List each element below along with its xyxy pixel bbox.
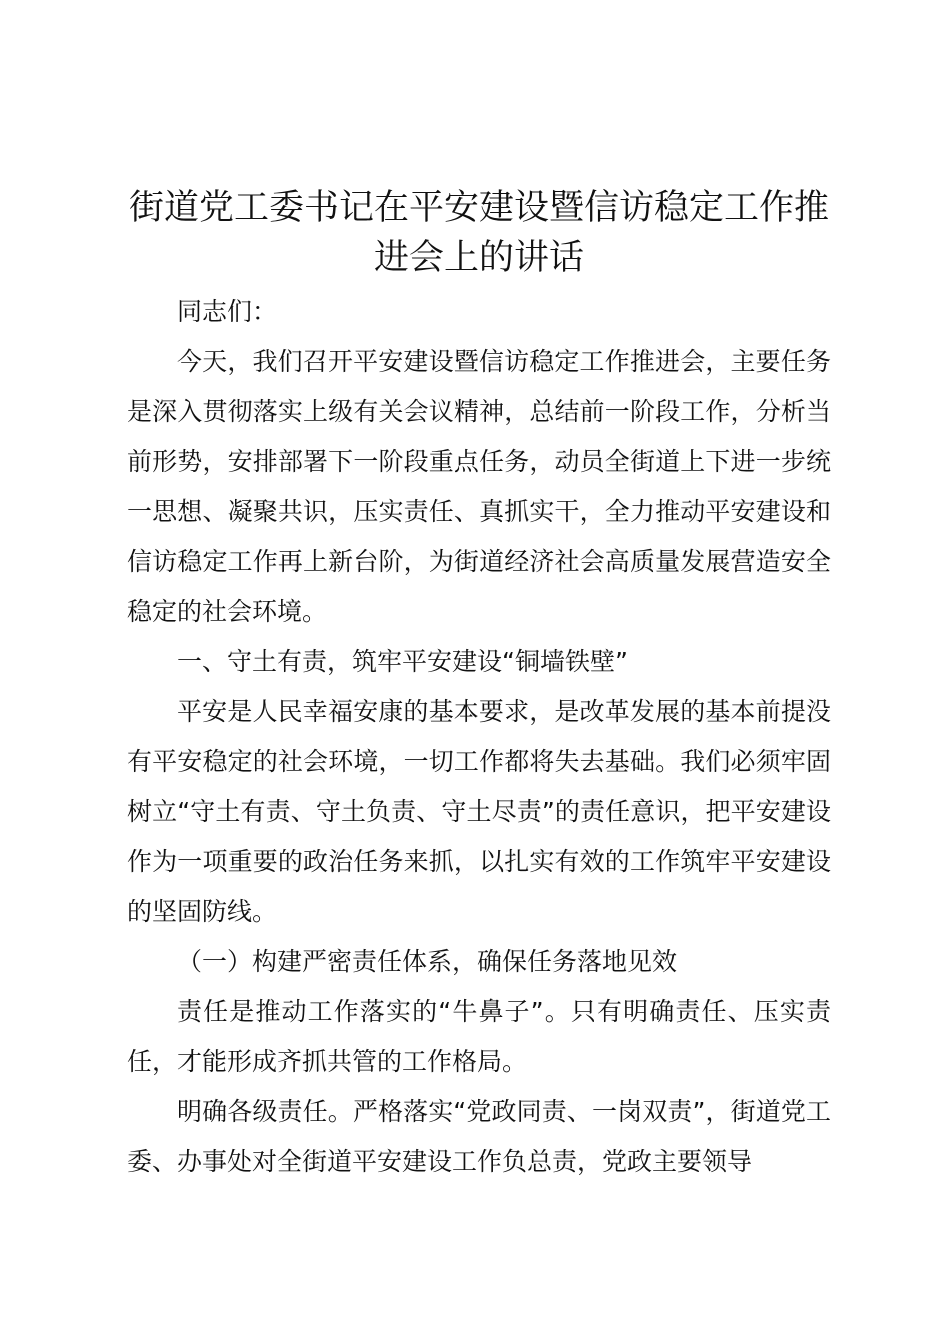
document-body [127, 183, 831, 1187]
paragraph-section-1: 平安是人民幸福安康的基本要求，是改革发展的基本前提没有平安稳定的社会环境，一切工作都将失去基础。我们必须牢固树立“守土有责、守土负责、守土尽责”的责任意识，把平安建设作为一项重要的政治任务来抓，以扎实有效的工作筑牢平安建设的坚固防线。 [127, 697, 831, 926]
section-heading-1: 一、守土有责，筑牢平安建设“铜墙铁壁” [177, 647, 628, 676]
document-title: 街道党工委书记在平安建设暨信访稳定工作推进会上的讲话 [128, 188, 829, 278]
paragraph-intro: 今天，我们召开平安建设暨信访稳定工作推进会，主要任务是深入贯彻落实上级有关会议精神，总结前一阶段工作，分析当前形势，安排部署下一阶段重点任务，动员全街道上下进一步统一思想、凝聚共识，压实责任、真抓实干，全力推动平安建设和信访稳定工作再上新台阶，为街道经济社会高质量发展营造安全稳定的社会环境。 [127, 347, 831, 626]
paragraph-clarify-duties: 明确各级责任。严格落实“党政同责、一岗双责”，街道党工委、办事处对全街道平安建设工作负总责，党政主要领导 [127, 1097, 831, 1176]
salutation: 同志们： [177, 297, 278, 326]
subsection-heading-1: （一）构建严密责任体系，确保任务落地见效 [177, 947, 678, 976]
paragraph-responsibility: 责任是推动工作落实的“牛鼻子”。只有明确责任、压实责任，才能形成齐抓共管的工作格局。 [127, 997, 831, 1076]
